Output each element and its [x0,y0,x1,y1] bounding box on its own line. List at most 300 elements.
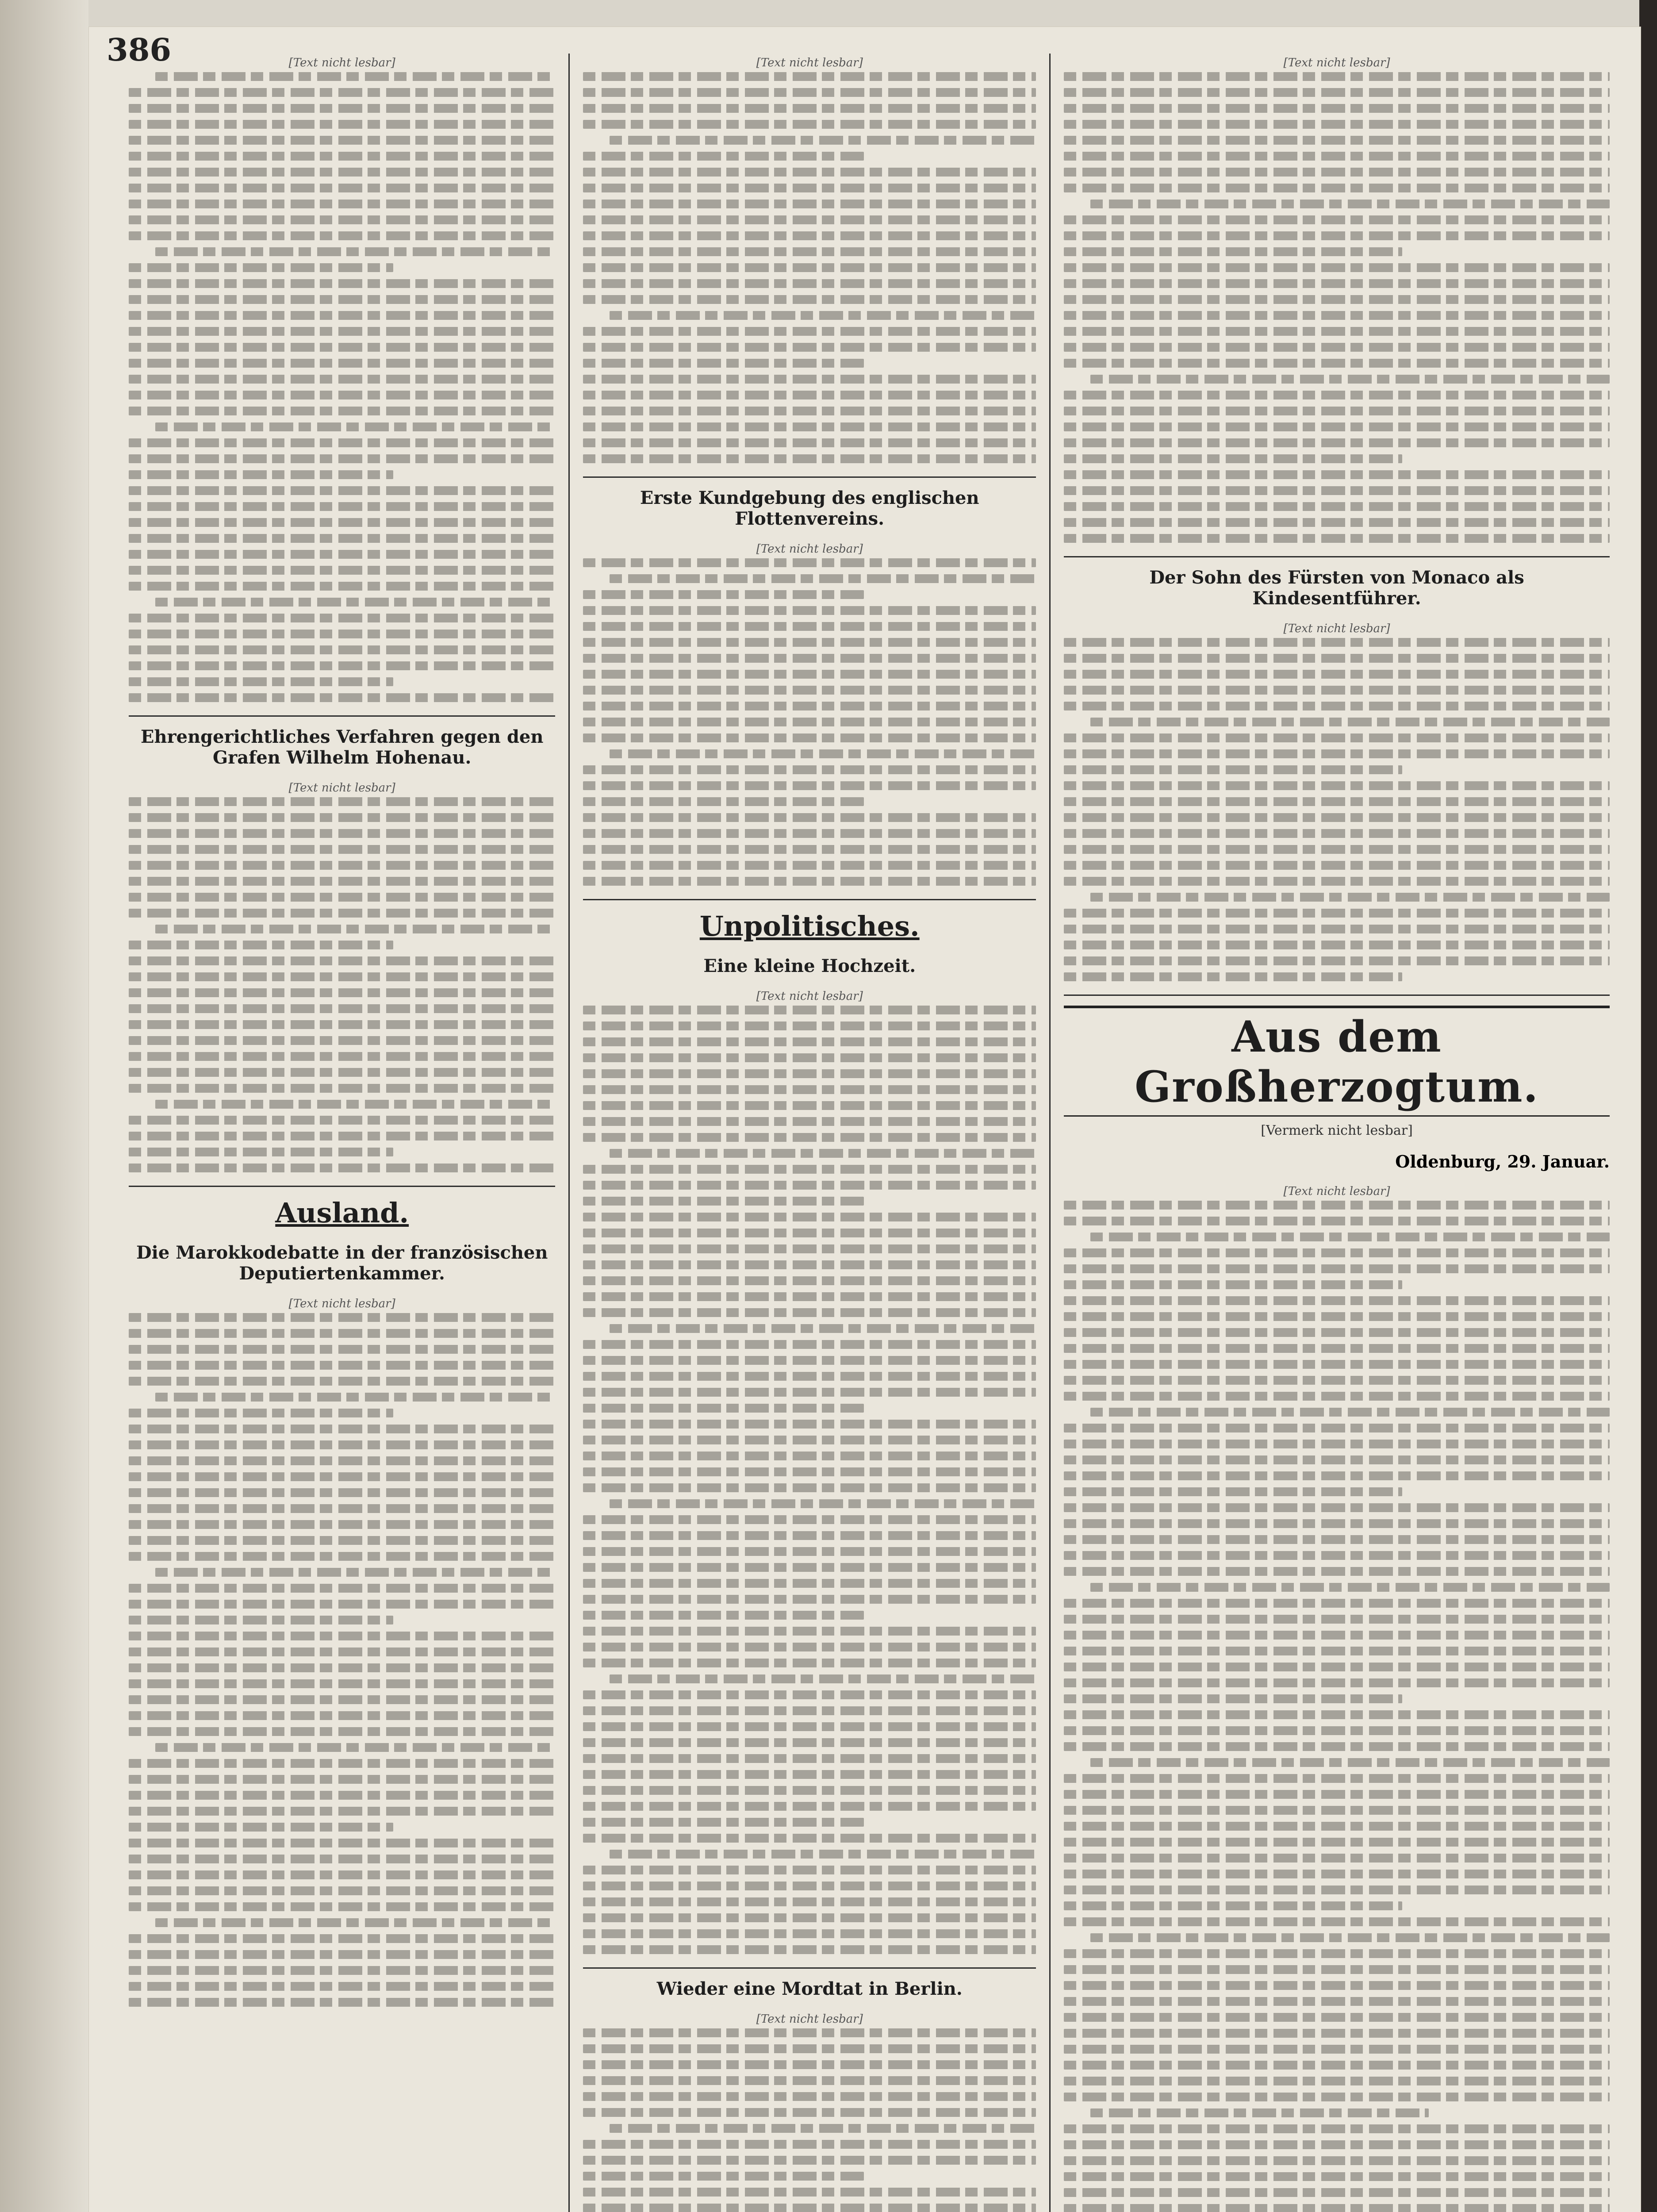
text-line [583,1802,1036,1811]
text-line [129,614,555,622]
text-line [1064,1790,1610,1799]
text-lines [583,1006,1036,1954]
text-line [129,470,393,479]
text-line [1064,104,1610,113]
text-line [1064,1981,1610,1990]
divider [1064,995,1610,996]
text-line [1064,1854,1610,1863]
text-line [129,1536,555,1545]
text-line [583,1627,1036,1636]
text-line [583,1547,1036,1556]
text-line [583,1913,1036,1922]
text-line [1064,215,1610,224]
text-line [129,893,555,902]
text-line [1064,1503,1610,1512]
article-heading [129,726,555,768]
article-heading [583,956,1036,976]
text-line [1090,893,1610,902]
text-line [583,391,1036,399]
text-line [155,925,555,933]
text-line [583,375,1036,384]
text-line [129,1052,555,1061]
text-line [583,438,1036,447]
text-line [583,1770,1036,1779]
text-line [583,1053,1036,1062]
article-title: Wieder eine Mordtat in Berlin. [656,1978,963,1999]
text-line [583,781,1036,790]
text-line [1064,502,1610,511]
text-line [583,1244,1036,1253]
text-line [583,670,1036,679]
text-line [129,1472,555,1481]
text-line [583,1117,1036,1126]
text-line [155,1568,555,1577]
text-line [583,1308,1036,1317]
text-line [155,1743,555,1752]
text-line [610,2124,1036,2133]
illegible-placeholder: [Text nicht lesbar] [756,56,863,69]
text-line [129,1791,555,1800]
text-line [1064,407,1610,415]
text-line [583,1595,1036,1604]
section-title: Unpolitisches. [699,910,920,942]
illegible-placeholder: [Text nicht lesbar] [756,990,863,1003]
text-line [129,1839,555,1847]
text-line [583,407,1036,415]
dateline-text: Oldenburg, 29. Januar. [1395,1152,1610,1171]
regional-section [1064,1006,1610,1138]
article-title: Die Marokkodebatte in der französischen Deputiertenkammer. [136,1242,548,1284]
text-line [129,941,393,949]
text-line [1064,2045,1610,2054]
text-line [129,1084,555,1093]
text-line [583,1085,1036,1094]
text-line [1064,168,1610,177]
illegible-placeholder: [Text nicht lesbar] [288,1297,395,1310]
text-line [1064,1917,1610,1926]
text-line [583,1452,1036,1460]
text-line [1090,1933,1610,1942]
illegible-placeholder: [Text nicht lesbar] [1283,622,1390,635]
newspaper-page [88,27,1641,2212]
article-text [129,1297,555,2007]
text-line [155,1918,555,1927]
text-line [583,1069,1036,1078]
text-line [1064,1360,1610,1369]
text-line [583,2092,1036,2101]
text-line [129,1068,555,1077]
text-line [129,677,393,686]
text-line [1064,152,1610,161]
text-line [129,645,555,654]
text-line [1064,1774,1610,1783]
text-line [583,1483,1036,1492]
text-line [610,574,1036,583]
text-line [583,813,1036,822]
text-line [1064,279,1610,288]
text-line [129,200,555,208]
article-text [583,990,1036,1954]
column-1 [115,54,570,2212]
illegible-placeholder: [Text nicht lesbar] [1283,56,1390,69]
text-line [583,718,1036,726]
regional-title: Aus dem Großherzogtum. [1064,1006,1610,1117]
text-line [1064,1742,1610,1751]
text-line [1064,702,1610,710]
text-line [583,422,1036,431]
text-line [1064,1694,1402,1703]
text-line [129,1440,555,1449]
divider [129,715,555,717]
text-line [1064,1567,1610,1576]
text-line [1064,422,1610,431]
text-line [583,1101,1036,1110]
section-heading [129,1197,555,1229]
text-lines [1064,72,1610,543]
text-line [1064,534,1610,543]
text-line [129,1584,555,1593]
page-number: 386 [107,31,172,68]
article-text [1064,56,1610,543]
text-line [129,1998,555,2007]
text-line [1064,1328,1610,1337]
text-line [1064,2156,1610,2165]
text-line [583,1388,1036,1397]
text-line [1064,136,1610,145]
article-text [129,781,555,1172]
text-line [583,877,1036,886]
text-line [583,327,1036,336]
text-line [129,861,555,870]
text-line [583,606,1036,615]
text-line [1064,247,1402,256]
text-line [1064,263,1610,272]
text-line [129,231,555,240]
text-line [129,1679,555,1688]
text-line [129,877,555,886]
text-line [583,1420,1036,1429]
text-line [155,422,555,431]
text-line [1064,1822,1610,1831]
text-line [155,1393,555,1402]
text-line [1064,686,1610,695]
text-line [129,1504,555,1513]
text-line [1064,1312,1610,1321]
text-line [129,1870,555,1879]
text-line [583,200,1036,208]
text-line [583,1690,1036,1699]
text-line [129,1164,555,1172]
text-line [1064,638,1610,647]
text-line [129,1663,555,1672]
text-line [583,829,1036,838]
divider [1064,556,1610,557]
text-line [129,797,555,806]
article-text [129,56,555,702]
text-line [583,1818,864,1827]
text-line [583,1197,864,1206]
text-line [1064,2061,1610,2070]
article-text [583,542,1036,886]
text-line [1064,120,1610,129]
text-line [1064,1455,1610,1464]
divider [129,1186,555,1187]
text-line [129,1950,555,1959]
text-line [1064,1710,1610,1719]
text-line [129,829,555,838]
text-line [583,1372,1036,1381]
text-line [129,988,555,997]
text-line [583,2140,1036,2149]
text-line [1064,1440,1610,1448]
text-line [1064,1217,1610,1225]
text-line [1064,909,1610,918]
text-line [583,702,1036,710]
text-line [583,1022,1036,1030]
article-text [1064,1185,1610,2212]
text-line [1064,2093,1610,2101]
text-line [129,359,555,368]
text-line [129,263,393,272]
text-line [129,454,555,463]
text-line [129,1855,555,1863]
text-line [1064,1535,1610,1544]
text-line [129,1902,555,1911]
text-line [129,407,555,415]
text-line [129,661,555,670]
text-line [1064,654,1610,663]
text-line [129,518,555,527]
text-line [1064,1949,1610,1958]
text-line [1064,2029,1610,2038]
text-line [129,1345,555,1354]
text-line [583,2188,1036,2197]
text-line [583,1945,1036,1954]
text-line [129,1004,555,1013]
text-line [1064,2077,1610,2085]
text-line [129,1036,555,1045]
text-line [1064,454,1402,463]
text-line [1064,1599,1610,1608]
text-line [1090,718,1610,726]
text-line [583,1133,1036,1142]
text-line [583,765,1036,774]
text-line [583,1356,1036,1365]
text-line [1064,1647,1610,1655]
text-line [129,1520,555,1529]
text-line [583,168,1036,177]
text-line [583,1404,864,1413]
text-line [583,343,1036,352]
text-line [129,152,555,161]
text-line [129,295,555,304]
text-line [583,1754,1036,1763]
text-line [1064,438,1610,447]
text-line [129,438,555,447]
text-line [583,279,1036,288]
text-lines [583,558,1036,886]
text-line [1064,1965,1610,1974]
illegible-placeholder: [Text nicht lesbar] [756,2012,863,2026]
text-lines [583,2028,1036,2212]
text-line [583,2076,1036,2085]
text-line [155,1100,555,1109]
reprint-note: [Vermerk nicht lesbar] [1261,1123,1413,1138]
text-line [129,813,555,822]
text-line [129,909,555,918]
text-line [583,686,1036,695]
text-line [583,1563,1036,1572]
text-line [583,797,864,806]
text-line [129,582,555,591]
text-line [129,184,555,192]
text-line [1064,781,1610,790]
text-line [1064,765,1402,774]
text-line [1064,1248,1610,1257]
text-line [129,1600,555,1609]
text-line [583,2060,1036,2069]
text-line [129,534,555,543]
text-line [1064,1551,1610,1560]
columns [115,54,1623,2212]
text-lines [583,72,1036,463]
text-line [129,1647,555,1656]
text-line [129,566,555,575]
text-line [583,2172,864,2181]
text-line [583,845,1036,854]
text-line [583,2204,1036,2212]
text-line [1064,2188,1610,2197]
column-3 [1051,54,1623,2212]
text-line [1064,2140,1610,2149]
text-line [1064,941,1610,949]
text-line [1064,1280,1402,1289]
text-line [1064,1201,1610,1210]
illegible-placeholder: [Text nicht lesbar] [288,56,395,69]
text-line [129,486,555,495]
article-heading [583,1978,1036,1999]
text-line [583,152,864,161]
text-line [583,184,1036,192]
text-line [129,1886,555,1895]
text-line [1064,518,1610,527]
text-line [1064,2204,1610,2212]
text-line [1064,1519,1610,1528]
text-line [129,1934,555,1943]
text-line [583,1292,1036,1301]
text-line [129,343,555,352]
text-line [1064,470,1610,479]
text-line [583,2044,1036,2053]
text-line [1064,1376,1610,1385]
text-lines [1064,1201,1610,2212]
text-line [1064,956,1610,965]
text-line [1064,1870,1610,1878]
text-line [1064,1663,1610,1671]
text-line [129,972,555,981]
text-line [129,845,555,854]
text-line [1064,1886,1610,1894]
text-line [129,1632,555,1640]
text-line [1064,2013,1610,2022]
text-line [583,861,1036,870]
text-line [1064,1296,1610,1305]
article-title: Erste Kundgebung des englischen Flottenvereins. [640,488,979,529]
text-line [1064,1997,1610,2006]
text-line [583,1436,1036,1444]
text-line [129,1409,393,1417]
text-line [583,72,1036,81]
text-line [129,1695,555,1704]
text-line [583,1165,1036,1174]
text-line [129,1966,555,1975]
text-line [1064,733,1610,742]
text-line [610,1149,1036,1158]
text-line [610,1499,1036,1508]
text-line [1064,1424,1610,1432]
text-line [1064,670,1610,679]
text-line [1064,845,1610,854]
text-line [155,598,555,607]
text-line [129,104,555,113]
divider [583,899,1036,900]
text-line [129,630,555,638]
text-line [129,168,555,177]
divider [583,1967,1036,1969]
text-line [129,1759,555,1768]
column-2 [570,54,1051,2212]
text-lines [1064,638,1610,981]
text-line [583,622,1036,631]
text-line [129,1425,555,1433]
text-line [1064,829,1610,838]
text-line [1090,375,1610,384]
text-line [583,1834,1036,1843]
text-line [129,391,555,399]
text-line [583,2156,1036,2165]
text-line [1064,1264,1610,1273]
text-line [129,311,555,320]
text-line [610,136,1036,145]
text-line [583,1706,1036,1715]
text-line [1064,972,1402,981]
text-line [1064,1838,1610,1847]
text-line [129,1116,555,1125]
text-line [129,88,555,97]
text-line [583,2028,1036,2037]
article-heading [583,488,1036,529]
article-text [583,2012,1036,2212]
text-line [583,1213,1036,1221]
text-line [583,88,1036,97]
text-line [583,1882,1036,1890]
text-lines [129,1313,555,2007]
text-line [155,72,555,81]
text-line [1064,749,1610,758]
text-line [1064,343,1610,352]
text-line [129,1727,555,1736]
text-line [1064,88,1610,97]
text-line [583,1531,1036,1540]
text-line [1064,2172,1610,2181]
text-line [583,1467,1036,1476]
section-title: Ausland. [275,1197,409,1229]
text-line [583,558,1036,567]
text-line [583,638,1036,647]
text-line [1064,72,1610,81]
text-line [583,2108,1036,2117]
text-lines [129,797,555,1172]
